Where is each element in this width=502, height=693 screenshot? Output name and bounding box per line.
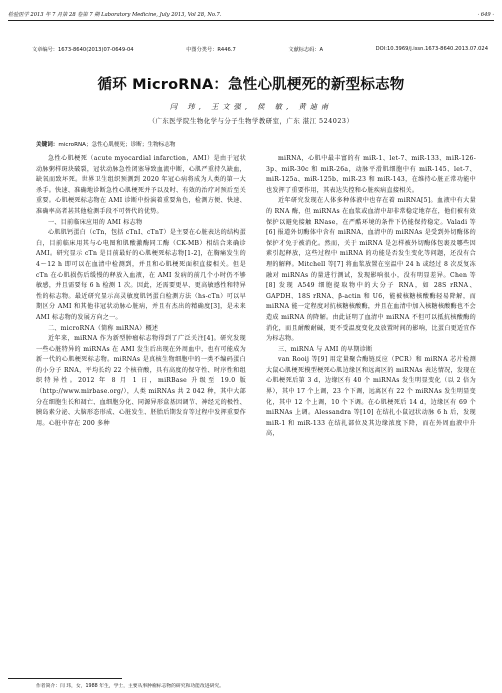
article-meta [32, 46, 488, 53]
paragraph-early-diagnosis: van Rooij 等[9] 用定量聚合酶链反应（PCR）和 miRNA 芯片检测大鼠心肌梗死模型梗死心肌边缘区和远离区的 miRNAs 表达情况，发现在心肌梗死后第 3 d，边缘区有 40 个 miRNAs 发生明显变化（以 2 倍为界），其中 17 个上调，23 个下调，远离区有 22 个 miRNAs 发生明显变化，其中 12 个上调，10 个下调。在心肌梗死后 14 d，边缘区有 69 个 miRNAs 上调。Alessandra 等[10] 在结扎小鼠冠状动脉 6 h 后，发现 miR-1 和 miR-133 在结扎部位及其边缘浓度下降，而在外周血液中升高， [266, 356, 476, 438]
page-number: · 649 · [477, 12, 494, 18]
paragraph-mirna-overview: 近年来，miRNA 作为新型肿瘤标志物得到了广泛关注[4]。研究发现一些心脏特异的 miRNAs 在 AMI 发生后出现在外周血中，也有可能成为新一代的心肌梗死标志物。miRNAs 是真核生物细胞中的一类不编码蛋白的小分子 RNA，平均长约 22 个核苷酸，具有高度的保守性、时序性和组织特异性。2012 年 8 月 1 日，miRBase 升级至 19.0 版（http://www.mirbase.org/），人类 miRNAs 共 2 042 种，其中大部分在细胞生长和凋亡、血细胞分化、同源异形盒基因调节、神经元的极性、胰岛素分泌、大脑形态形成、心脏发生、胚胎后期发育等过程中发挥重要作用。心脏中存在 200 多种 [36, 335, 246, 427]
keywords [36, 140, 175, 148]
paragraph-circulating-mirna: 近年研究发现在人体多种体液中也存在着 miRNA[5]。血液中有大量的 RNA 酶，但 miRNAs 在血浆或血清中却非常稳定地存在，他们被有效保护以避免接触 RNase，在严酷环境的条件下仍能保持稳定。Valadi 等[6] 报道外切酶体中含有 miRNA，血清中的 miRNAs 是受到外切酶体的保护才免于被消化。然而，关于 miRNA 是怎样被外切酶体包裹及哪些因素引起释放，这些过程中 miRNA 的功能是否发生变化等问题，还没有合理的解释。Mitchell 等[7] 将血浆放置在室温中 24 h 或经过 8 次反复冻融对 miRNAs 的量进行测试，发现影响很小，没有明显差异。Chen 等[8] 发现 A549 细胞提取物中的大分子 RNA，如 28S rRNA、GAPDH、18S rRNA、β-actin 和 U6，能被核糖核酸酶轻易降解，而 miRNA 能一定程度对抗核糖核酸酶，并且在血清中加入核糖核酸酶也不会造成 miRNA 的降解。由此证明了血清中 miRNA 不但可以抵抗核酸酶的消化，而且耐酸耐碱，更不受温度变化及放置时间的影响，比蛋白更适宜作为标志物。 [266, 197, 476, 343]
paper-title: 循环 MicroRNA：急性心肌梗死的新型标志物 [97, 77, 405, 93]
author-footnote: 作者简介：闫 玮，女，1988 年生，学士，主要从事肿瘤标志物的研究和功能改进研究。 [36, 684, 224, 689]
left-column [36, 154, 246, 429]
paragraph-ctn: 心肌肌钙蛋白（cTn，包括 cTnI、cTnT）是主要在心脏表达的结构蛋白，目前临床用其与心电图和肌酸激酶同工酶（CK-MB）相结合来确诊 AMI。研究显示 cTn 是目前最好的心肌梗死标志物[1-2]，在胸痛发生的 4～12 h 即可以在血清中检测到，并且和心肌梗死面积直接相关。但是 cTn 在心肌损伤后缓慢的释放入血液，在 AMI 发病的前几个小时仍不够敏感，并且需要每 6 h 检测 1 次。因此，还需要更早、更高敏感性和特异性的标志物。最近研究显示高灵敏度肌钙蛋白检测方法（hs-cTn）可以早期区分 AMI 和其他非冠状动脉心脏病，并且有杰出的精确度[3]，是未来 AMI 标志物的发展方向之一。 [36, 229, 246, 321]
intro-paragraph: 急性心肌梗死（acute myocardial infarction，AMI）是由于冠状动脉粥样斑块破裂，冠状动脉急性闭塞导致血流中断，心肌严重持久缺血，缺氧而致坏死。世界卫生组织预测到 2020 年冠心病将成为人类的第一大杀手。快速、准确地诊断急性心肌梗死并予以及时、有效的治疗对预后至关重要。心肌梗死标志物在 AMI 诊断中扮演着重要角色，检测方便、快速、准确率高者甚其他检测手段不可替代的优势。 [36, 155, 246, 215]
footnote-rule [8, 678, 122, 679]
paragraph-cardiac-mirna: miRNA，心肌中最丰富的有 miR-1、let-7、miR-133、miR-126-3p、miR-30c 和 miR-26a，动脉平滑肌细胞中有 miR-145、let-7、miR-125a、miR-125b、miR-23 和 miR-143，在维持心脏正常功能中也发挥了重要作用，其表达失控和心脏疾病直接相关。 [266, 155, 476, 194]
article-number: 文章编号：1673-8640(2013)07-0649-04 [32, 47, 134, 53]
section-heading-2: 二、microRNA（简称 miRNA）概述 [48, 324, 159, 332]
authors: 闫 玮, 王文强, 侯 敏, 黄迪南 [169, 102, 333, 111]
section-heading-1: 一、目前临床应用的 AMI 标志物 [48, 218, 143, 226]
section-heading-3: 三、miRNA 与 AMI 的早期诊断 [278, 345, 373, 353]
header-rule [8, 20, 494, 21]
running-header [8, 6, 494, 18]
keywords-label: 关键词： [36, 142, 59, 148]
keywords-text: microRNA；急性心肌梗死；诊断；生物标志物 [58, 142, 176, 148]
document-code: 文献标志码：A [288, 47, 324, 53]
doi: DOI:10.3969/j.issn.1673-8640.2013.07.024 [375, 46, 488, 52]
right-column [266, 154, 476, 440]
journal-header: 检验医学 2013 年 7 月第 28 卷第 7 期 Laboratory Medicine, July 2013, Vol 28, No.7. [8, 12, 222, 18]
clc-number: 中图分类号：R446.7 [186, 47, 236, 53]
affiliation: （广东医学院生物化学与分子生物学教研室，广东 湛江 524023） [148, 117, 354, 125]
